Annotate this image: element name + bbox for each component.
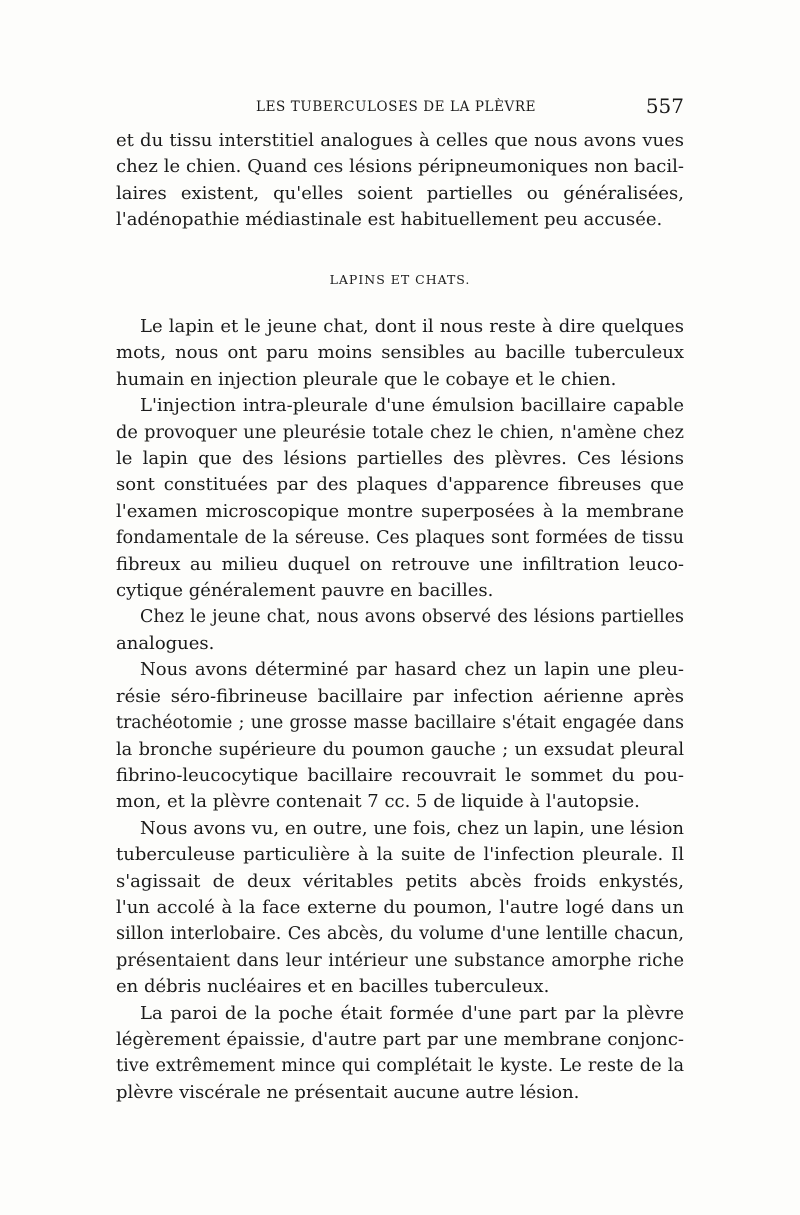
text-line: plèvre viscérale ne présentait aucune autre lésion. — [116, 1081, 580, 1103]
text-line: analogues. — [116, 632, 215, 654]
text-line: l'un accolé à la face externe du poumon, l'autre logé dans un — [116, 896, 684, 918]
paragraph-5 — [116, 816, 684, 1001]
text-line: trachéotomie ; une grosse masse bacillaire s'était engagée dans — [116, 713, 684, 734]
text-line: sont constituées par des plaques d'apparence fibreuses que — [116, 474, 684, 496]
paragraph-4 — [116, 657, 684, 815]
paragraph-continuation — [116, 128, 684, 234]
text-line: cytique généralement pauvre en bacilles. — [116, 580, 494, 602]
text-line: Nous avons vu, en outre, une fois, chez un lapin, une lésion — [140, 817, 684, 839]
text-line: L'injection intra-pleurale d'une émulsion bacillaire capable — [140, 395, 684, 417]
text-line: tuberculeuse particulière à la suite de l'infection pleurale. Il — [116, 844, 684, 866]
text-line: légèrement épaissie, d'autre part par une membrane conjonc- — [116, 1028, 684, 1050]
section-body — [116, 314, 684, 1106]
paragraph-6 — [116, 1001, 684, 1107]
text-line: la bronche supérieure du poumon gauche ; un exsudat pleural — [116, 739, 684, 760]
running-header — [116, 94, 684, 121]
text-line: résie séro-fibrineuse bacillaire par infection aérienne après — [116, 685, 684, 707]
text-line: l'adénopathie médiastinale est habituellement peu accusée. — [116, 209, 663, 231]
text-line: de provoquer une pleurésie totale chez le chien, n'amène chez — [116, 422, 684, 443]
text-line: tive extrêmement mince qui complétait le kyste. Le reste de la — [116, 1056, 684, 1077]
text-line: en débris nucléaires et en bacilles tuberculeux. — [116, 976, 550, 998]
text-line: mots, nous ont paru moins sensibles au bacille tuberculeux — [116, 342, 684, 364]
page-number: 557 — [645, 94, 684, 118]
paragraph-2 — [116, 393, 684, 604]
text-line: Nous avons déterminé par hasard chez un lapin une pleu- — [140, 659, 684, 681]
text-line: s'agissait de deux véritables petits abcès froids enkystés, — [116, 870, 684, 892]
paragraph-3 — [116, 604, 684, 657]
text-line: présentaient dans leur intérieur une substance amorphe riche — [116, 949, 684, 971]
text-line: le lapin que des lésions partielles des plèvres. Ces lésions — [116, 448, 684, 470]
section-heading: LAPINS ET CHATS. — [329, 272, 471, 287]
text-line: et du tissu interstitiel analogues à celles que nous avons vues — [116, 130, 684, 151]
text-line: l'examen microscopique montre superposées à la membrane — [116, 500, 684, 522]
running-title: LES TUBERCULOSES DE LA PLÈVRE — [256, 99, 537, 115]
text-line: laires existent, qu'elles soient partielles ou généralisées, — [116, 182, 684, 204]
text-line: chez le chien. Quand ces lésions péripneumoniques non bacil- — [116, 156, 684, 178]
text-line: humain en injection pleurale que le cobaye et le chien. — [116, 368, 617, 390]
text-line: sillon interlobaire. Ces abcès, du volume d'une lentille chacun, — [116, 924, 684, 945]
text-line: Chez le jeune chat, nous avons observé des lésions partielles — [140, 607, 684, 628]
paragraph-1 — [116, 314, 684, 393]
text-line: fibrino-leucocytique bacillaire recouvrait le sommet du pou- — [116, 764, 684, 786]
text-line: La paroi de la poche était formée d'une part par la plèvre — [140, 1002, 684, 1024]
text-line: Le lapin et le jeune chat, dont il nous reste à dire quelques — [140, 316, 684, 337]
text-line: fondamentale de la séreuse. Ces plaques sont formées de tissu — [116, 528, 684, 549]
text-line: mon, et la plèvre contenait 7 cc. 5 de liquide à l'autopsie. — [116, 791, 640, 813]
text-line: fibreux au milieu duquel on retrouve une infiltration leuco- — [116, 553, 684, 575]
